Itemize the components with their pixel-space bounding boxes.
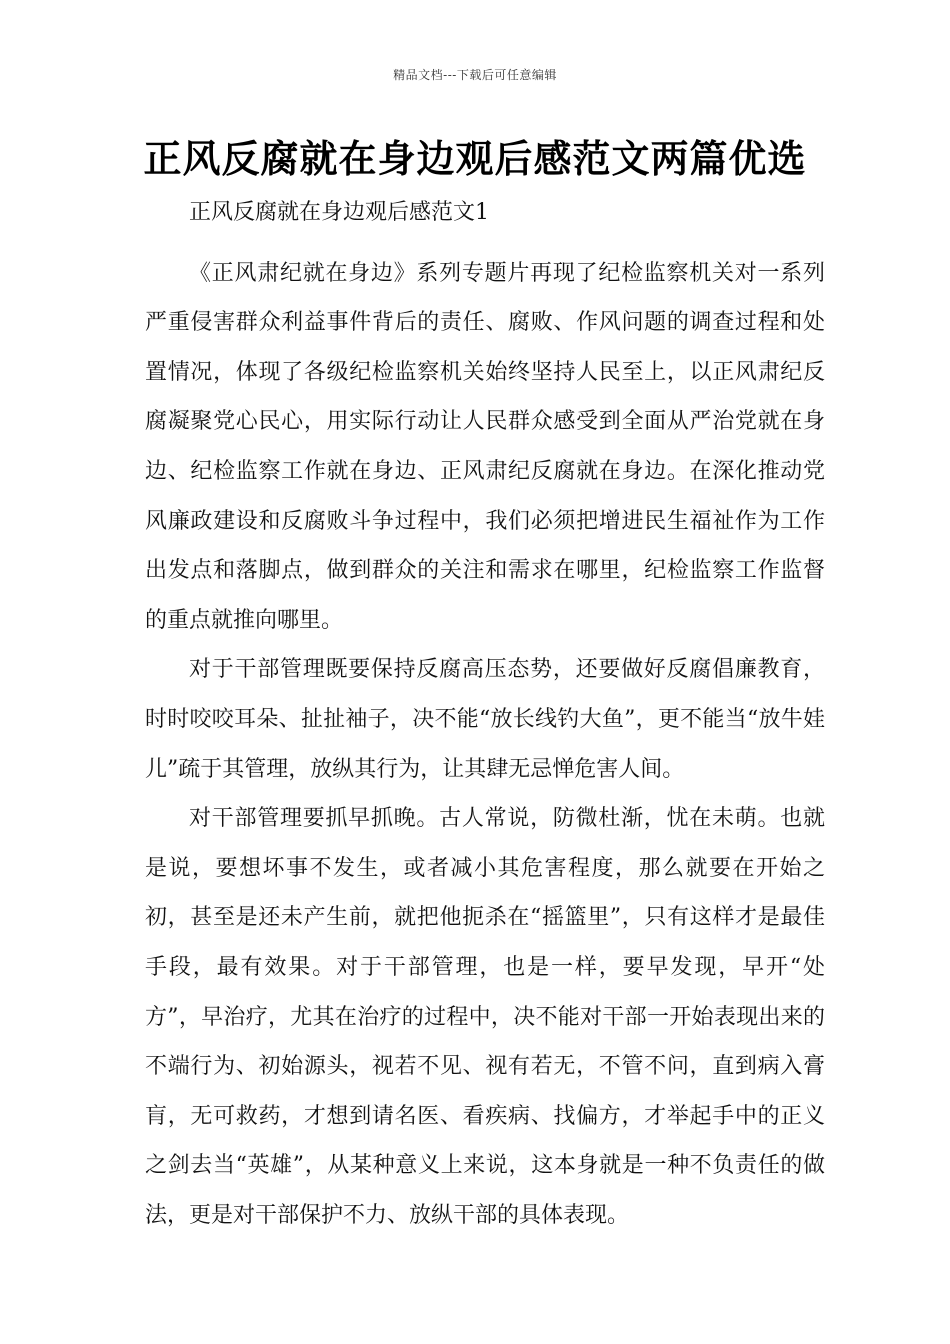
document-title: 正风反腐就在身边观后感范文两篇优选 [143,137,807,181]
body-paragraph: 对于干部管理既要保持反腐高压态势，还要做好反腐倡廉教育，时时咬咬耳朵、扯扯袖子，决不能“放长线钓大鱼”，更不能当“放牛娃儿”疏于其管理，放纵其行为，让其肆无忌惮危害人间。 [145,657,825,782]
document-body [145,188,825,1240]
header-note: 精品文档---下载后可任意编辑 [393,68,557,82]
body-paragraph: 对干部管理要抓早抓晚。古人常说，防微杜渐，忧在未萌。也就是说，要想坏事不发生，或者减小其危害程度，那么就要在开始之初，甚至是还未产生前，就把他扼杀在“摇篮里”，只有这样才是最佳手段，最有效果。对于干部管理，也是一样，要早发现，早开“处方”，早治疗，尤其在治疗的过程中，决不能对干部一开始表现出来的不端行为、初始源头，视若不见、视有若无，不管不问，直到病入膏肓，无可救药，才想到请名医、看疾病、找偏方，才举起手中的正义之剑去当“英雄”，从某种意义上来说，这本身就是一种不负责任的做法，更是对干部保护不力、放纵干部的具体表现。 [145,806,825,1228]
body-paragraph: 《正风肃纪就在身边》系列专题片再现了纪检监察机关对一系列严重侵害群众利益事件背后的责任、腐败、作风问题的调查过程和处置情况，体现了各级纪检监察机关始终坚持人民至上，以正风肃纪反腐凝聚党心民心，用实际行动让人民群众感受到全面从严治党就在身边、纪检监察工作就在身边、正风肃纪反腐就在身边。在深化推动党风廉政建设和反腐败斗争过程中，我们必须把增进民生福祉作为工作出发点和落脚点，做到群众的关注和需求在哪里，纪检监察工作监督的重点就推向哪里。 [145,260,825,633]
section-subtitle: 正风反腐就在身边观后感范文1 [189,200,489,225]
